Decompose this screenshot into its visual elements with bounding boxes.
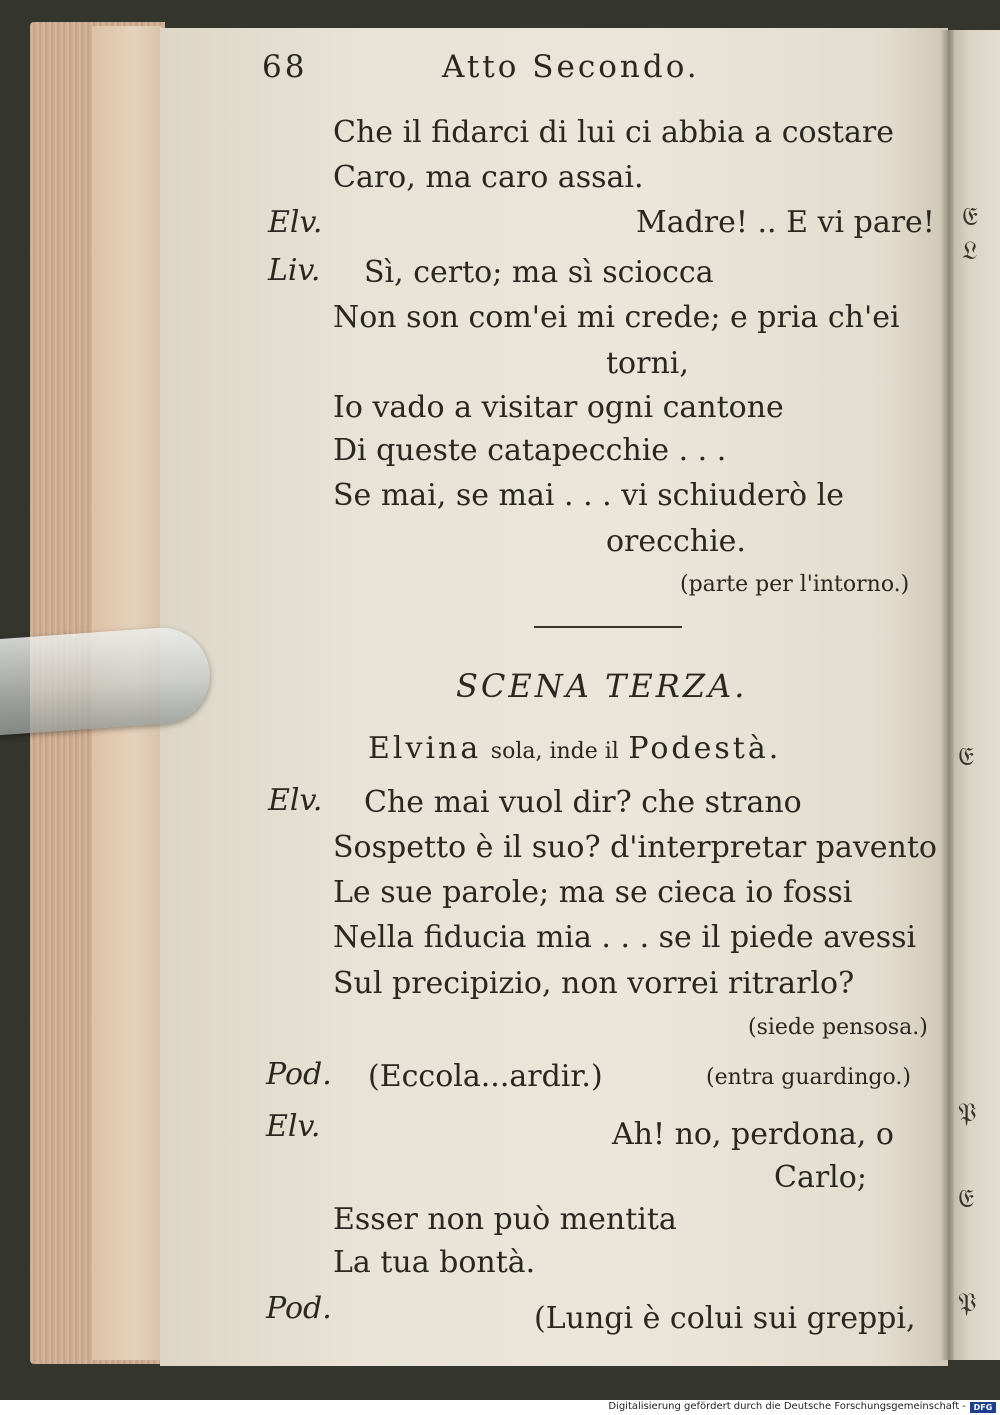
verse-line: Sospetto è il suo? d'interpretar pavento — [333, 830, 937, 865]
speaker-label: Liv. — [268, 253, 321, 288]
speaker-label: Elv. — [268, 783, 323, 818]
page-number: 68 — [262, 49, 308, 85]
verse-line: (Lungi è colui sui greppi, — [534, 1301, 916, 1336]
verse-line: Che il fidarci di lui ci abbia a costare — [333, 115, 895, 150]
scene-characters — [368, 731, 782, 766]
verse-line: Sul precipizio, non vorrei ritrarlo? — [333, 966, 855, 1001]
verse-line: Se mai, se mai . . . vi schiuderò le — [333, 478, 844, 513]
stage-direction: (parte per l'intorno.) — [680, 572, 910, 597]
margin-glyph: 𝔓 — [958, 1288, 977, 1318]
margin-glyph: 𝔏 — [962, 236, 978, 266]
running-title: Atto Secondo. — [442, 49, 700, 85]
margin-glyph: 𝔈 — [962, 202, 978, 232]
page-clip — [0, 625, 213, 736]
speaker-label: Pod. — [266, 1057, 332, 1092]
footer-credit: Digitalisierung gefördert durch die Deutsche Forschungsgemeinschaft - — [608, 1401, 966, 1412]
speaker-label: Pod. — [266, 1291, 332, 1326]
verse-line: Caro, ma caro assai. — [333, 160, 644, 195]
verse-line: Non son com'ei mi crede; e pria ch'ei — [333, 300, 900, 335]
verse-line: Madre! .. E vi pare! — [636, 205, 935, 240]
speaker-label: Elv. — [268, 205, 323, 240]
scene-title: SCENA TERZA. — [456, 667, 748, 705]
character-note: sola, inde il — [490, 739, 619, 764]
verse-line: torni, — [606, 346, 689, 381]
verse-line: Che mai vuol dir? che strano — [364, 785, 802, 820]
character-name: Podestà. — [628, 731, 782, 766]
stage-direction: (siede pensosa.) — [748, 1015, 928, 1040]
stage-direction: (entra guardingo.) — [706, 1065, 911, 1090]
speaker-label: Elv. — [266, 1109, 321, 1144]
character-name: Elvina — [368, 731, 482, 766]
verse-line: (Eccola...ardir.) — [368, 1059, 603, 1094]
verse-line: Le sue parole; ma se cieca io fossi — [333, 875, 853, 910]
margin-glyph: 𝔈 — [958, 742, 974, 772]
verse-line: Sì, certo; ma sì sciocca — [364, 255, 714, 290]
verse-line: Esser non può mentita — [333, 1202, 677, 1237]
verse-line: Carlo; — [774, 1160, 867, 1195]
margin-glyph: 𝔈 — [958, 1184, 974, 1214]
verse-line: Nella fiducia mia . . . se il piede avessi — [333, 920, 917, 955]
verse-line: Io vado a visitar ogni cantone — [333, 390, 784, 425]
verse-line: Di queste catapecchie . . . — [333, 433, 727, 468]
section-rule — [534, 626, 682, 628]
verse-line: La tua bontà. — [333, 1245, 536, 1280]
margin-glyph: 𝔓 — [958, 1098, 977, 1128]
verse-line: orecchie. — [606, 524, 746, 559]
dfg-logo: DFG — [970, 1402, 996, 1413]
verse-line: Ah! no, perdona, o — [612, 1117, 894, 1152]
gutter-shadow — [940, 30, 954, 1360]
